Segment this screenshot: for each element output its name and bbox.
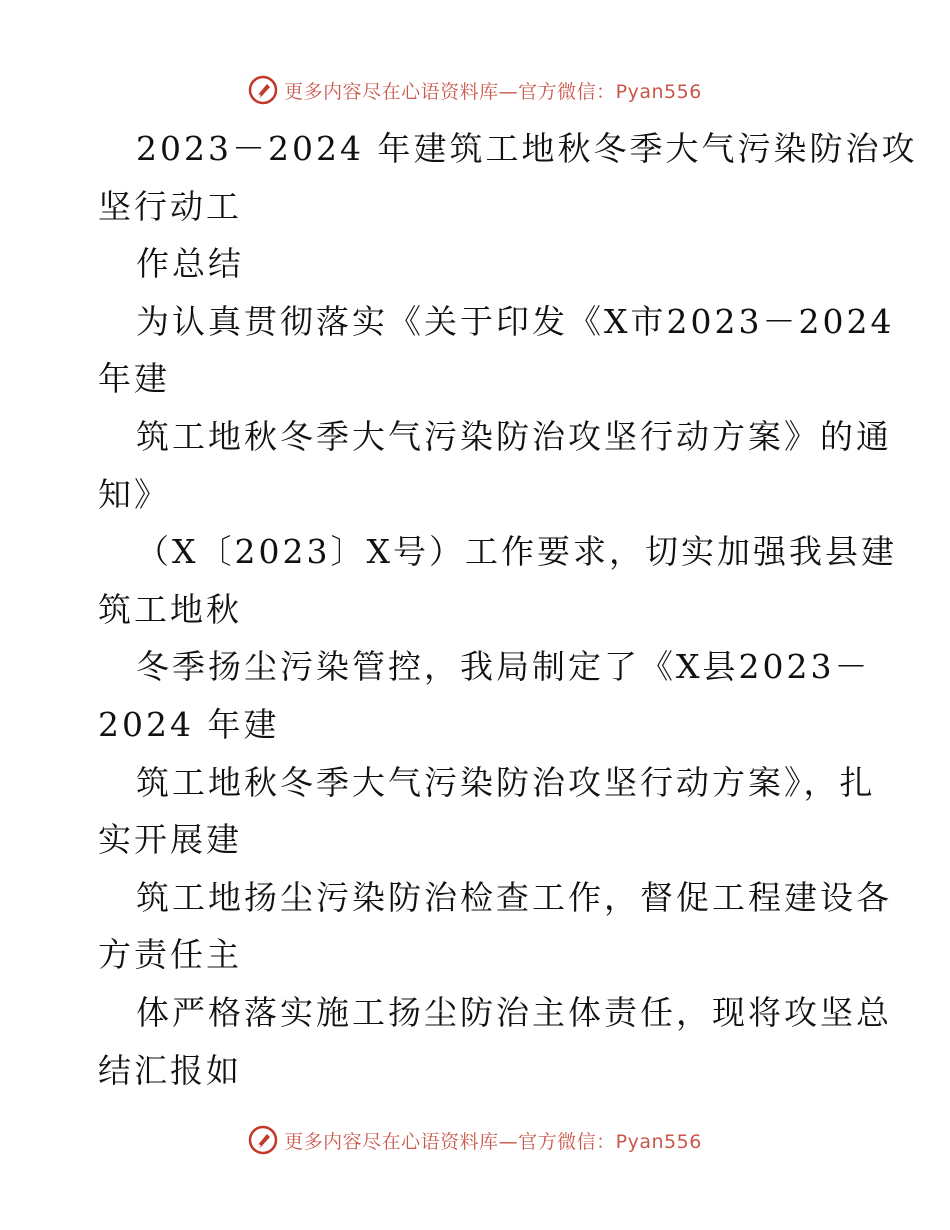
text-line: 冬季扬尘污染管控，我局制定了《X县2023－ bbox=[136, 647, 871, 687]
text-line: 方责任主 bbox=[98, 935, 242, 975]
text-line: 年建 bbox=[98, 359, 170, 399]
text-line: （X〔2023〕X号）工作要求，切实加强我县建 bbox=[136, 532, 897, 572]
text-line: 结汇报如 bbox=[98, 1050, 242, 1090]
text-line: 2024 年建 bbox=[98, 704, 280, 744]
text-line: 为认真贯彻落实《关于印发《X市2023－2024 bbox=[136, 301, 895, 341]
text-line: 实开展建 bbox=[98, 820, 242, 860]
pen-nib-icon bbox=[248, 1125, 278, 1155]
header-watermark bbox=[0, 70, 950, 110]
text-line: 作总结 bbox=[136, 244, 244, 284]
text-line: 2023－2024 年建筑工地秋冬季大气污染防治攻 bbox=[136, 129, 918, 168]
text-line: 知》 bbox=[98, 474, 170, 514]
document-body bbox=[98, 120, 918, 1099]
text-line: 体严格落实施工扬尘防治主体责任，现将攻坚总 bbox=[136, 992, 892, 1032]
footer-watermark bbox=[0, 1120, 950, 1160]
text-line: 筑工地秋冬季大气污染防治攻坚行动方案》，扎 bbox=[136, 762, 876, 802]
text-line: 坚行动工 bbox=[98, 186, 242, 226]
text-line: 筑工地扬尘污染防治检查工作，督促工程建设各 bbox=[136, 877, 892, 917]
watermark-text: 更多内容尽在心语资料库—官方微信：Pyan556 bbox=[284, 1130, 702, 1153]
watermark-text: 更多内容尽在心语资料库—官方微信：Pyan556 bbox=[284, 80, 702, 103]
text-line: 筑工地秋冬季大气污染防治攻坚行动方案》的通 bbox=[136, 416, 892, 456]
text-line: 筑工地秋 bbox=[98, 589, 242, 629]
pen-nib-icon bbox=[248, 75, 278, 105]
